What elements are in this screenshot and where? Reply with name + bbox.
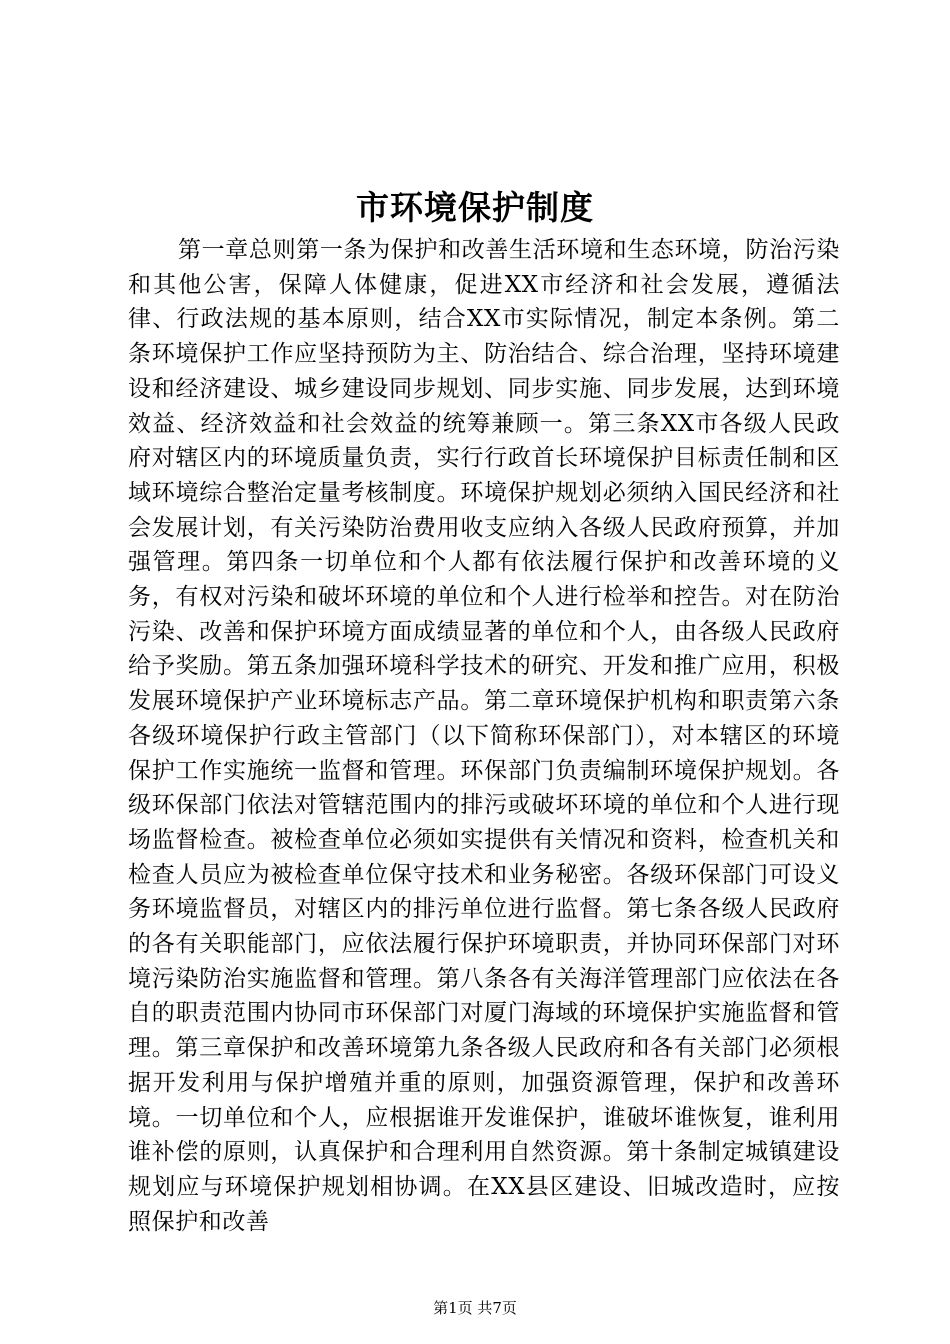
document-title: 市环境保护制度 bbox=[356, 188, 594, 227]
page-number: 第1页 共7页 bbox=[433, 1299, 517, 1317]
document-body: 第一章总则第一条为保护和改善生活环境和生态环境，防治污染和其他公害，保障人体健康，促进XX市经济和社会发展，遵循法律、行政法规的基本原则，结合XX市实际情况，制定本条例。第二条环境保护工作应坚持预防为主、防治结合、综合治理，坚持环境建设和经济建设、城乡建设同步规划、同步实施、同步发展，达到环境效益、经济效益和社会效益的统筹兼顾一。第三条XX市各级人民政府对辖区内的环境质量负责，实行行政首长环境保护目标责任制和区域环境综合整治定量考核制度。环境保护规划必须纳入国民经济和社会发展计划，有关污染防治费用收支应纳入各级人民政府预算，并加强管理。第四条一切单位和个人都有依法履行保护和改善环境的义务，有权对污染和破坏环境的单位和个人进行检举和控告。对在防治污染、改善和保护环境方面成绩显著的单位和个人，由各级人民政府给予奖励。第五条加强环境科学技术的研究、开发和推广应用，积极发展环境保护产业环境标志产品。第二章环境保护机构和职责第六条各级环境保护行政主管部门（以下简称环保部门），对本辖区的环境保护工作实施统一监督和管理。环保部门负责编制环境保护规划。各级环保部门依法对管辖范围内的排污或破坏环境的单位和个人进行现场监督检查。被检查单位必须如实提供有关情况和资料，检查机关和检查人员应为被检查单位保守技术和业务秘密。各级环保部门可设义务环境监督员，对辖区内的排污单位进行监督。第七条各级人民政府的各有关职能部门，应依法履行保护环境职责，并协同环保部门对环境污染防治实施监督和管理。第八条各有关海洋管理部门应依法在各自的职责范围内协同市环保部门对厦门海域的环境保护实施监督和管理。第三章保护和改善环境第九条各级人民政府和各有关部门必须根据开发利用与保护增殖并重的原则，加强资源管理，保护和改善环境。一切单位和个人，应根据谁开发谁保护，谁破坏谁恢复，谁利用谁补偿的原则，认真保护和合理利用自然资源。第十条制定城镇建设规划应与环境保护规划相协调。在XX县区建设、旧城改造时，应按照保护和改善 bbox=[128, 237, 840, 1235]
